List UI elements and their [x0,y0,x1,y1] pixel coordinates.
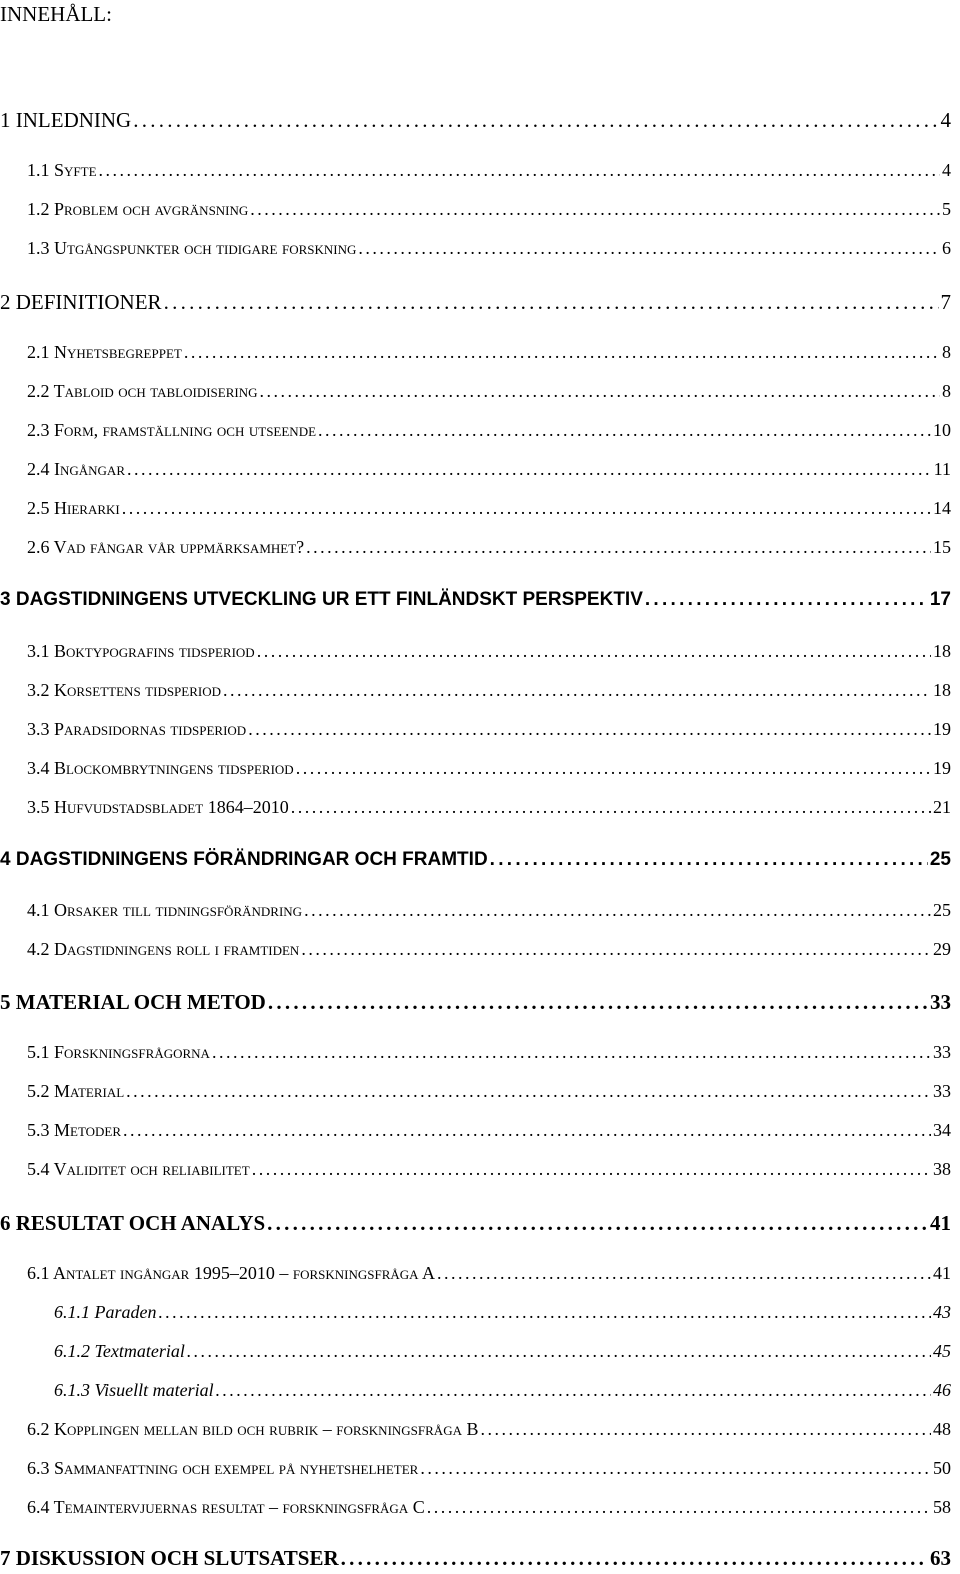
toc-entry-page-number: 33 [930,990,951,1014]
toc-leader-dots [223,680,931,701]
toc-entry-page-number: 17 [929,589,951,610]
toc-entry-page-number: 50 [933,1458,951,1478]
toc-leader-dots [250,199,940,220]
toc-entry-label: 3.3 Paradsidornas tidsperiod [27,719,247,739]
toc-entry-label: 6.1 Antalet ingångar 1995–2010 – forskningsfråga A [27,1263,436,1283]
toc-entry[interactable] [27,641,951,662]
toc-entry-page-number: 11 [933,459,951,479]
toc-entry[interactable] [27,719,951,740]
toc-entry[interactable] [27,420,951,441]
toc-entry-page-number: 14 [933,498,951,518]
toc-entry-label: 3.4 Blockombrytningens tidsperiod [27,758,294,778]
toc-entry-page-number: 6 [942,238,951,258]
page-title: INNEHÅLL: [0,2,112,26]
toc-entry-label: 2 DEFINITIONER [0,290,162,314]
toc-entry[interactable] [27,758,951,779]
toc-entry-label: 2.2 Tabloid och tabloidisering [27,381,258,401]
toc-entry[interactable] [0,1546,951,1571]
toc-entry-label: 6.1.2 Textmaterial [54,1341,185,1361]
toc-entry[interactable] [27,381,951,402]
toc-entry-label: 3.2 Korsettens tidsperiod [27,680,222,700]
toc-leader-dots [420,1458,931,1479]
toc-leader-dots [252,1159,931,1180]
toc-entry-label: 6.4 Temaintervjuernas resultat – forskningsfråga C [27,1497,425,1517]
toc-entry[interactable] [27,680,951,701]
toc-leader-dots [184,342,940,363]
toc-entry-page-number: 33 [933,1081,951,1101]
toc-entry-page-number: 5 [942,199,951,219]
toc-entry-label: 3.5 Hufvudstadsbladet 1864–2010 [27,797,289,817]
toc-entry[interactable] [54,1302,951,1323]
toc-entry-page-number: 21 [933,797,951,817]
toc-entry-label: 1 INLEDNING [0,108,132,132]
toc-leader-dots [291,797,931,818]
toc-entry-page-number: 18 [933,641,951,661]
toc-leader-dots [248,719,931,740]
toc-entry-page-number: 8 [942,342,951,362]
toc-entry[interactable] [27,537,951,558]
toc-entry-page-number: 34 [933,1120,951,1140]
toc-leader-dots [427,1497,931,1518]
toc-entry-page-number: 19 [933,719,951,739]
toc-entry[interactable] [27,1159,951,1180]
toc-entry-label: 4.2 Dagstidningens roll i framtiden [27,939,300,959]
toc-leader-dots [341,1546,928,1571]
toc-entry-page-number: 41 [933,1263,951,1283]
toc-entry-page-number: 25 [933,900,951,920]
toc-entry-label: 2.5 Hierarki [27,498,120,518]
toc-entry[interactable] [27,900,951,921]
toc-entry-page-number: 15 [933,537,951,557]
toc-entry[interactable] [0,589,951,611]
toc-entry-label: 6.1.3 Visuellt material [54,1380,214,1400]
toc-leader-dots [267,1211,928,1236]
toc-entry-page-number: 7 [940,290,951,314]
toc-entry-page-number: 38 [933,1159,951,1179]
toc-entry-label: 2.4 Ingångar [27,459,125,479]
toc-entry[interactable] [27,1081,951,1102]
toc-entry[interactable] [54,1341,951,1362]
toc-entry-label: 1.2 Problem och avgränsning [27,199,249,219]
toc-entry-label: 4.1 Orsaker till tidningsförändring [27,900,303,920]
toc-leader-dots [159,1302,932,1323]
toc-entry-page-number: 41 [930,1211,951,1235]
toc-leader-dots [304,900,931,921]
toc-leader-dots [296,758,931,779]
toc-leader-dots [212,1042,931,1063]
toc-leader-dots [127,459,932,480]
toc-leader-dots [123,1120,931,1141]
toc-entry-page-number: 4 [940,108,951,132]
toc-entry-page-number: 4 [942,160,951,180]
toc-leader-dots [490,849,928,871]
toc-entry[interactable] [27,199,951,220]
toc-entry-page-number: 10 [933,420,951,440]
toc-entry[interactable] [27,342,951,363]
toc-entry-label: 2.6 Vad fångar vår uppmärksamhet? [27,537,305,557]
toc-entry[interactable] [27,160,951,181]
toc-leader-dots [99,160,940,181]
toc-leader-dots [216,1380,931,1401]
toc-leader-dots [260,381,940,402]
toc-entry-label: 5 MATERIAL OCH METOD [0,990,266,1014]
toc-entry-page-number: 46 [933,1380,951,1400]
toc-leader-dots [164,290,939,315]
toc-entry-page-number: 43 [933,1302,951,1322]
toc-leader-dots [126,1081,931,1102]
toc-entry[interactable] [0,849,951,871]
toc-entry-page-number: 18 [933,680,951,700]
toc-entry[interactable] [27,459,951,480]
toc-entry-page-number: 19 [933,758,951,778]
toc-entry-page-number: 58 [933,1497,951,1517]
toc-leader-dots [437,1263,931,1284]
toc-leader-dots [122,498,931,519]
toc-entry-page-number: 48 [933,1419,951,1439]
toc-entry-page-number: 63 [930,1546,951,1570]
toc-entry-label: 2.1 Nyhetsbegreppet [27,342,182,362]
toc-leader-dots [306,537,931,558]
toc-entry-label: 7 DISKUSSION OCH SLUTSATSER [0,1546,339,1570]
toc-leader-dots [268,990,928,1015]
toc-entry-page-number: 8 [942,381,951,401]
toc-leader-dots [257,641,931,662]
toc-entry-label: 6.1.1 Paraden [54,1302,157,1322]
toc-entry-label: 1.3 Utgångspunkter och tidigare forskning [27,238,357,258]
toc-entry[interactable] [27,1497,951,1518]
toc-entry-label: 6.2 Kopplingen mellan bild och rubrik – forskningsfråga B [27,1419,479,1439]
toc-entry-label: 6 RESULTAT OCH ANALYS [0,1211,266,1235]
toc-entry[interactable] [0,1211,951,1236]
toc-entry-label: 3 DAGSTIDNINGENS UTVECKLING UR ETT FINLÄNDSKT PERSPEKTIV [0,589,643,610]
toc-entry-label: 5.3 Metoder [27,1120,122,1140]
toc-entry[interactable] [27,939,951,960]
toc-entry-label: 6.3 Sammanfattning och exempel på nyhetshelheter [27,1458,419,1478]
toc-entry[interactable] [0,108,951,133]
toc-entry-label: 2.3 Form, framställning och utseende [27,420,317,440]
toc-leader-dots [318,420,931,441]
toc-leader-dots [645,589,928,611]
toc-entry-label: 3.1 Boktypografins tidsperiod [27,641,255,661]
toc-entry-label: 5.2 Material [27,1081,125,1101]
toc-leader-dots [187,1341,931,1362]
toc-entry-label: 1.1 Syfte [27,160,97,180]
toc-leader-dots [358,238,940,259]
toc-entry[interactable] [27,1263,951,1284]
toc-entry-page-number: 45 [933,1341,951,1361]
toc-entry[interactable] [27,238,951,259]
toc-entry[interactable] [0,290,951,315]
toc-entry-label: 4 DAGSTIDNINGENS FÖRÄNDRINGAR OCH FRAMTID [0,849,488,870]
toc-entry-page-number: 25 [929,849,951,870]
toc-leader-dots [480,1419,931,1440]
toc-leader-dots [301,939,931,960]
toc-entry[interactable] [27,797,951,818]
toc-entry[interactable] [27,1458,951,1479]
toc-entry-label: 5.4 Validitet och reliabilitet [27,1159,250,1179]
toc-entry-page-number: 33 [933,1042,951,1062]
toc-entry[interactable] [27,1042,951,1063]
toc-entry[interactable] [27,498,951,519]
toc-leader-dots [133,108,938,133]
toc-entry[interactable] [27,1120,951,1141]
toc-entry[interactable] [54,1380,951,1401]
toc-entry-page-number: 29 [933,939,951,959]
toc-entry-label: 5.1 Forskningsfrågorna [27,1042,210,1062]
toc-entry[interactable] [0,990,951,1015]
toc-entry[interactable] [27,1419,951,1440]
